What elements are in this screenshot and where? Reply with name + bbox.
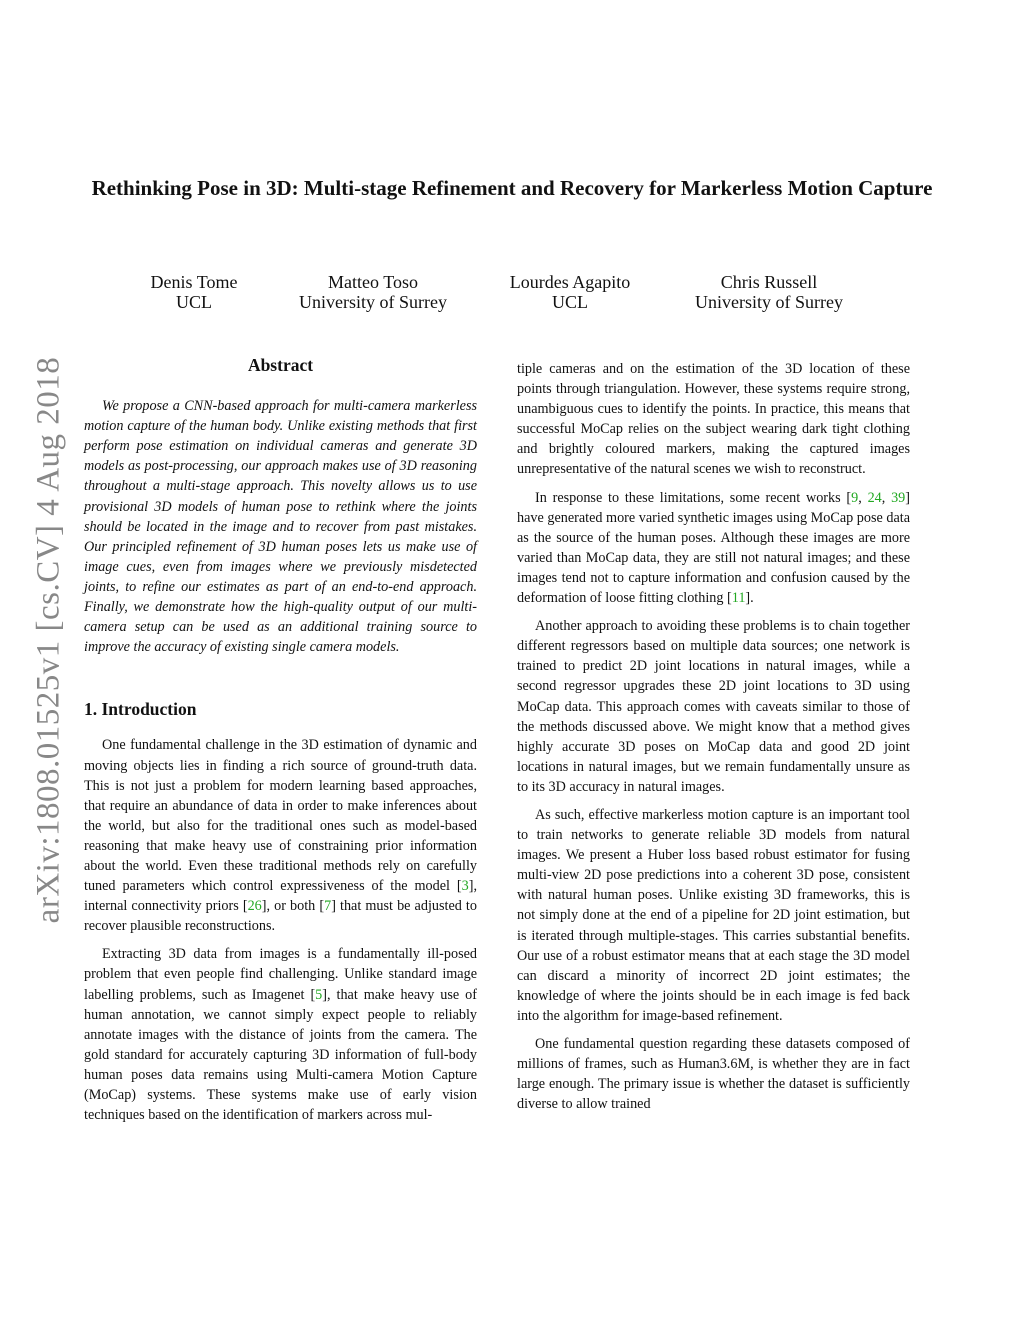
abstract-text: We propose a CNN-based approach for multi-camera markerless motion capture of the human body. Unlike existing methods that first perform pose estimation on individual cameras and generate 3D models as post-processing, our approach makes use of 3D reasoning throughout a multi-stage approach. This novelty allows us to use provisional 3D models of human pose to rethink where the joints should be located in the image and to recover from past mistakes. Our principled refinement of 3D human poses lets us make use of image cues, even from images where we previously misdetected joints, to refine our estimates as part of an end-to-end approach. Finally, we demonstrate how the high-quality output of our multi-camera setup can be used as an additional training source to improve the accuracy of existing single camera models. bbox=[84, 398, 477, 656]
right-column bbox=[517, 359, 910, 1122]
section-heading-introduction: 1. Introduction bbox=[84, 699, 197, 720]
paragraph-text: In response to these limitations, some recent works [ bbox=[535, 489, 852, 506]
intro-right-paragraphs bbox=[517, 359, 910, 1114]
citation-link[interactable]: 39 bbox=[891, 489, 906, 506]
author bbox=[100, 272, 288, 312]
body-paragraph bbox=[84, 944, 477, 1125]
paragraph-text: tiple cameras and on the estimation of the 3D location of these points through triangulation. However, these systems require strong, unambiguous cues to identify the points. In practice, this means that successful MoCap relies on the subject wearing dark tight clothing and brightly coloured markers, making the captured images unrepresentative of the natural scenes we wish to reconstruct. bbox=[517, 361, 910, 478]
citation-link[interactable]: 24 bbox=[867, 489, 882, 506]
paragraph-text: , bbox=[881, 489, 892, 506]
body-paragraph bbox=[517, 359, 910, 480]
citation-link[interactable]: 3 bbox=[461, 878, 469, 895]
body-paragraph bbox=[517, 805, 910, 1026]
paragraph-text: ] that must be adjusted to recover plausible reconstructions. bbox=[84, 898, 477, 935]
paragraph-text: , bbox=[858, 489, 868, 506]
body-paragraph bbox=[517, 488, 910, 609]
body-paragraph bbox=[84, 735, 477, 936]
author bbox=[672, 272, 866, 312]
author-affiliation: University of Surrey bbox=[299, 292, 447, 312]
paragraph-text: ], internal connectivity priors [ bbox=[84, 878, 477, 915]
paragraph-text: One fundamental challenge in the 3D estimation of dynamic and moving objects lies in finding a rich source of ground-truth data. This is not just a problem for modern learning based approaches, that require an abundance of data in order to make inferences about the world, but also for the traditional ones such as model-based reasoning that make heavy use of constraining prior information about the world. Even these traditional methods rely on carefully tuned parameters which control expressiveness of the model [ bbox=[84, 737, 477, 895]
paragraph-text: Another approach to avoiding these problems is to chain together different regressors based on multiple data sources; one network is trained to predict 2D joint locations in natural images, while a second regressor upgrades these 2D joint locations to 3D using MoCap data. This approach comes with caveats similar to those of the methods discussed above. We might know that a method gives highly accurate 3D poses on MoCap data and good 2D joint locations in natural images, but we remain fundamentally unsure as to its 3D accuracy in natural images. bbox=[517, 618, 910, 795]
abstract-heading: Abstract bbox=[247, 355, 314, 375]
author-name: Matteo Toso bbox=[328, 272, 418, 292]
author-name: Denis Tome bbox=[150, 272, 238, 292]
author-affiliation: UCL bbox=[176, 292, 212, 312]
intro-left-paragraphs bbox=[84, 735, 477, 1125]
author bbox=[280, 272, 466, 312]
paragraph-text: One fundamental question regarding these datasets composed of millions of frames, such as Human3.6M, is whether they are in fact large enough. The primary issue is whether the dataset is sufficiently diverse to allow trained bbox=[517, 1036, 910, 1113]
citation-link[interactable]: 11 bbox=[731, 590, 746, 607]
paragraph-text: ], or both [ bbox=[261, 898, 325, 915]
arxiv-stamp: arXiv:1808.01525v1 [cs.CV] 4 Aug 2018 bbox=[30, 356, 67, 924]
paragraph-text: ] have generated more varied synthetic images using MoCap pose data as the source of the human poses. Although these images are more varied than MoCap data, they are still not natural images; and these images tend not to capture information and confusion caused by the deformation of loose fitting clothing [ bbox=[517, 489, 910, 607]
author-block bbox=[100, 272, 900, 316]
body-paragraph bbox=[517, 1034, 910, 1114]
paragraph-text: ]. bbox=[745, 590, 754, 607]
body-paragraph bbox=[517, 616, 910, 797]
citation-link[interactable]: 26 bbox=[247, 898, 262, 915]
abstract bbox=[84, 396, 477, 657]
paper-title: Rethinking Pose in 3D: Multi-stage Refinement and Recovery for Markerless Motion Capture bbox=[91, 176, 933, 200]
author-name: Chris Russell bbox=[720, 272, 818, 292]
citation-link[interactable]: 5 bbox=[315, 986, 323, 1003]
citation-link[interactable]: 7 bbox=[324, 898, 332, 915]
citation-link[interactable]: 9 bbox=[851, 489, 859, 506]
paragraph-text: Extracting 3D data from images is a fundamentally ill-posed problem that even people find challenging. Unlike standard image labelling problems, such as Imagenet [ bbox=[84, 946, 477, 1003]
author-affiliation: UCL bbox=[552, 292, 588, 312]
left-column bbox=[84, 355, 477, 1133]
paragraph-text: As such, effective markerless motion capture is an important tool to train networks to generate reliable 3D models from natural images. We present a Huber loss based robust estimator for fusing multi-view 2D pose predictions into a coherent 3D pose, consistent with natural human poses. Unlike existing 3D frameworks, this is not simply done at the end of a pipeline for 2D joint estimation, but is iterated through multiple-stages. This carries substantial benefits. Our use of a robust estimator means that at each stage the 3D model can discard a minority of incorrect 2D joint estimates; the knowledge of where the joints should be in each image is fed back into the algorithm for image-based refinement. bbox=[517, 806, 910, 1024]
author-name: Lourdes Agapito bbox=[509, 272, 631, 292]
author-affiliation: University of Surrey bbox=[695, 292, 843, 312]
paragraph-text: ], that make heavy use of human annotation, we cannot simply expect people to reliably annotate images with the distance of joints from the camera. The gold standard for accurately capturing 3D information of full-body human poses data remains using Multi-camera Motion Capture (MoCap) systems. These systems make use of early vision techniques based on the identification of markers across mul- bbox=[84, 986, 477, 1124]
author bbox=[480, 272, 660, 312]
